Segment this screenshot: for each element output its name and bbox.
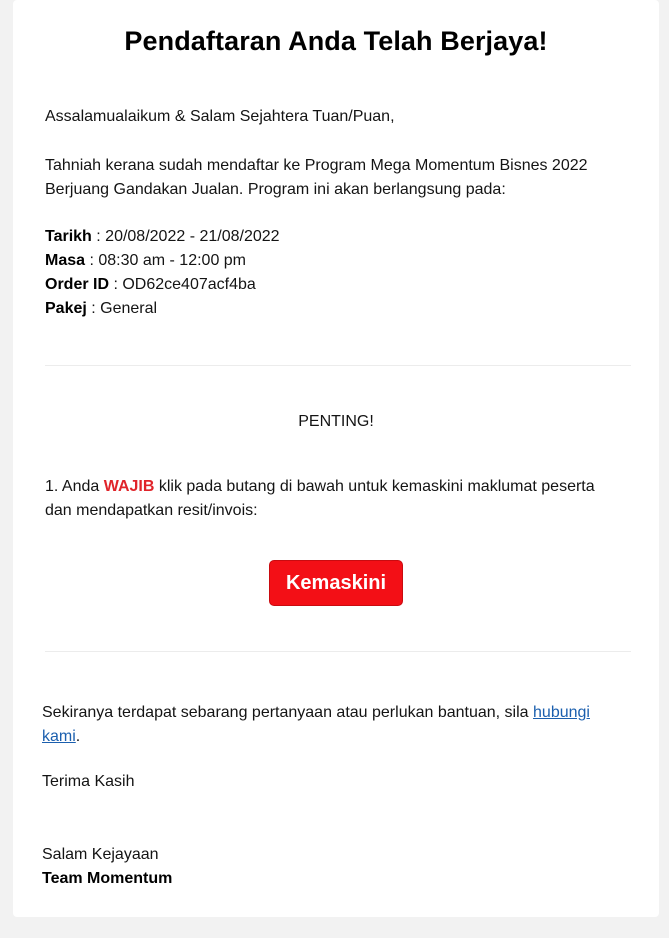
detail-label: Pakej: [45, 300, 87, 317]
kemaskini-button[interactable]: Kemaskini: [269, 560, 403, 606]
divider: [45, 651, 631, 652]
instruction-line-1: [45, 475, 595, 499]
help-prefix: Sekiranya terdapat sebarang pertanyaan atau perlukan bantuan, sila: [42, 704, 534, 721]
instruction-prefix: 1. Anda: [45, 478, 104, 495]
help-suffix: .: [75, 728, 81, 745]
detail-label: Masa: [45, 252, 86, 269]
team-signature: Team Momentum: [42, 870, 173, 887]
greeting: Assalamualaikum & Salam Sejahtera Tuan/Puan,: [45, 108, 395, 125]
detail-masa: [45, 249, 246, 273]
detail-label: Tarikh: [45, 228, 92, 245]
email-card: [13, 0, 659, 917]
detail-value: : 20/08/2022 - 21/08/2022: [91, 228, 280, 245]
detail-pakej: [45, 297, 157, 321]
detail-tarikh: [45, 225, 280, 249]
contact-link[interactable]: hubungi: [533, 704, 590, 721]
instruction-suffix: klik pada butang di bawah untuk kemaskini maklumat peserta: [154, 478, 595, 495]
signoff-text: Salam Kejayaan: [42, 846, 159, 863]
detail-value: : 08:30 am - 12:00 pm: [85, 252, 247, 269]
wajib-emphasis: WAJIB: [103, 478, 155, 495]
email-title: Pendaftaran Anda Telah Berjaya!: [124, 26, 548, 56]
intro-line-2: Berjuang Gandakan Jualan. Program ini akan berlangsung pada:: [45, 181, 506, 198]
detail-value: : OD62ce407acf4ba: [109, 276, 256, 293]
detail-value: : General: [86, 300, 158, 317]
important-heading: PENTING!: [298, 413, 374, 430]
detail-order-id: [45, 273, 256, 297]
instruction-line-2: dan mendapatkan resit/invois:: [45, 502, 258, 519]
divider: [45, 365, 631, 366]
help-text: [42, 701, 622, 725]
thanks-text: Terima Kasih: [42, 773, 135, 790]
detail-label: Order ID: [45, 276, 110, 293]
intro-line-1: Tahniah kerana sudah mendaftar ke Program Mega Momentum Bisnes 2022: [45, 157, 588, 174]
help-text-line-2: [42, 725, 80, 749]
contact-link[interactable]: kami: [42, 728, 76, 745]
